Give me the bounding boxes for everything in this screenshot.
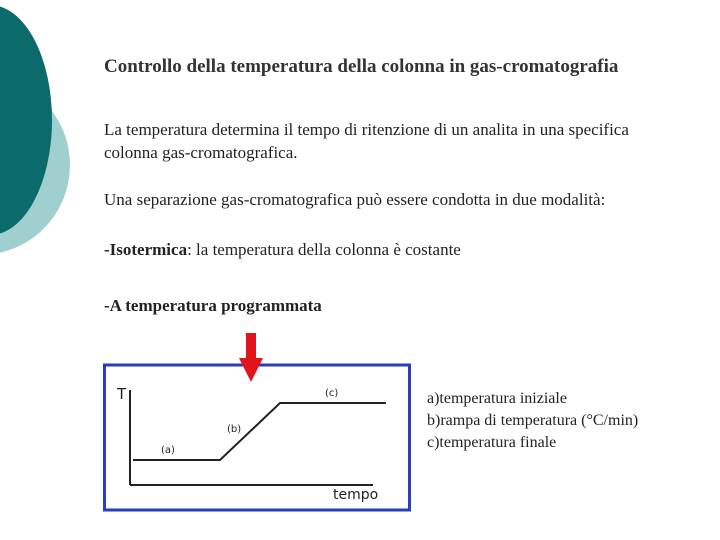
- isothermal-line: [104, 238, 461, 261]
- paragraph-retention-time: La temperatura determina il tempo di ritenzione di un analita in una specifica colonna gas-cromatografica.: [104, 120, 629, 162]
- paragraph-modes: Una separazione gas-cromatografica può essere condotta in due modalità:: [104, 190, 606, 209]
- slide-title: Controllo della temperatura della colonna in gas-cromatografia: [104, 56, 619, 77]
- legend-item-a: a)temperatura iniziale: [427, 390, 567, 407]
- label-b: (b): [227, 424, 242, 435]
- label-c: (c): [325, 388, 339, 399]
- legend-item-c: c)temperatura finale: [427, 434, 557, 451]
- diagram-legend: [427, 388, 638, 454]
- decorative-circles: [0, 0, 80, 300]
- isothermal-term: -Isotermica: [104, 240, 188, 259]
- temperature-program-diagram: [103, 330, 413, 512]
- legend-item-b: b)rampa di temperatura (°C/min): [427, 412, 639, 429]
- isothermal-description: : la temperatura della colonna è costante: [187, 240, 461, 259]
- programmed-temperature-heading: -A temperatura programmata: [104, 296, 322, 315]
- x-axis-label: tempo: [333, 487, 379, 503]
- y-axis-label: T: [117, 385, 127, 403]
- label-a: (a): [161, 445, 175, 456]
